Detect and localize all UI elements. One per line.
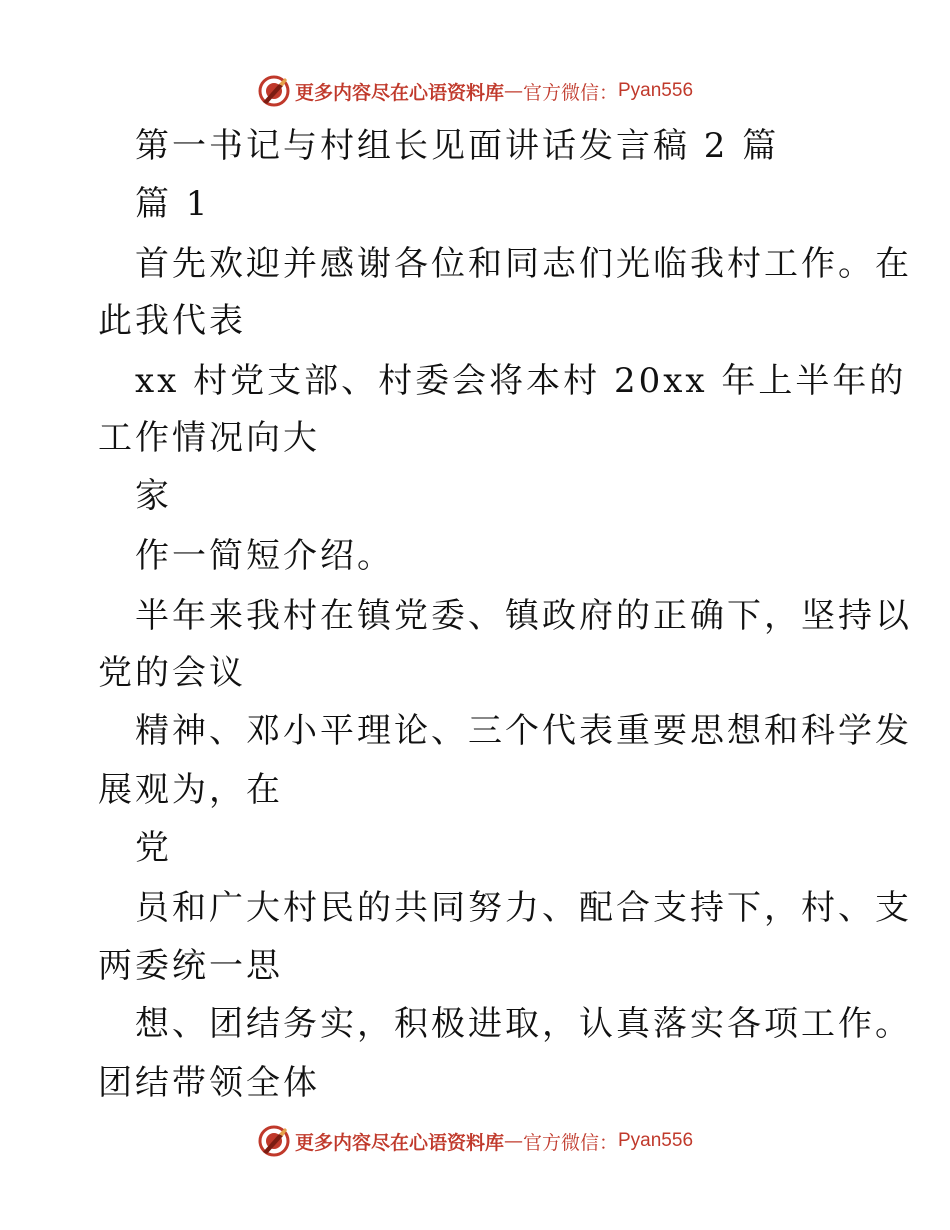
wechat-label: 官方微信： — [522, 81, 618, 104]
text-line: 半年来我村在镇党委、镇政府的正确下，坚持以 — [135, 596, 912, 636]
site-name: 更多内容尽在心语资料库 — [294, 81, 504, 104]
document-title: 第一书记与村组长见面讲话发言稿 2 篇 — [135, 126, 780, 166]
wechat-id: Pyan556 — [618, 80, 694, 101]
wechat-id: Pyan556 — [618, 1130, 694, 1151]
text-line: 党的会议 — [98, 653, 246, 693]
wechat-label: 官方微信： — [522, 1131, 618, 1154]
separator: — — [503, 1130, 523, 1152]
text-line: 员和广大村民的共同努力、配合支持下，村、支 — [135, 888, 912, 928]
text-line: 展观为，在 — [98, 770, 283, 810]
pen-logo-icon — [257, 1124, 291, 1158]
section-heading: 篇 1 — [135, 184, 211, 224]
separator: — — [503, 80, 523, 102]
text-line: xx 村党支部、村委会将本村 20xx 年上半年的 — [135, 361, 907, 401]
pen-logo-icon — [257, 74, 291, 108]
site-name: 更多内容尽在心语资料库 — [294, 1131, 504, 1154]
text-line: 首先欢迎并感谢各位和同志们光临我村工作。在 — [135, 244, 912, 284]
text-line: 家 — [135, 476, 172, 516]
text-line: 作一简短介绍。 — [135, 536, 394, 576]
footer-watermark-banner — [0, 1121, 950, 1161]
text-line: 两委统一思 — [98, 946, 283, 986]
text-line: 党 — [135, 828, 172, 868]
text-line: 团结带领全体 — [98, 1063, 320, 1103]
text-line: 此我代表 — [98, 301, 246, 341]
text-line: 精神、邓小平理论、三个代表重要思想和科学发 — [135, 711, 912, 751]
text-line: 想、团结务实，积极进取，认真落实各项工作。 — [135, 1004, 912, 1044]
text-line: 工作情况向大 — [98, 418, 320, 458]
header-watermark-banner — [0, 71, 950, 111]
